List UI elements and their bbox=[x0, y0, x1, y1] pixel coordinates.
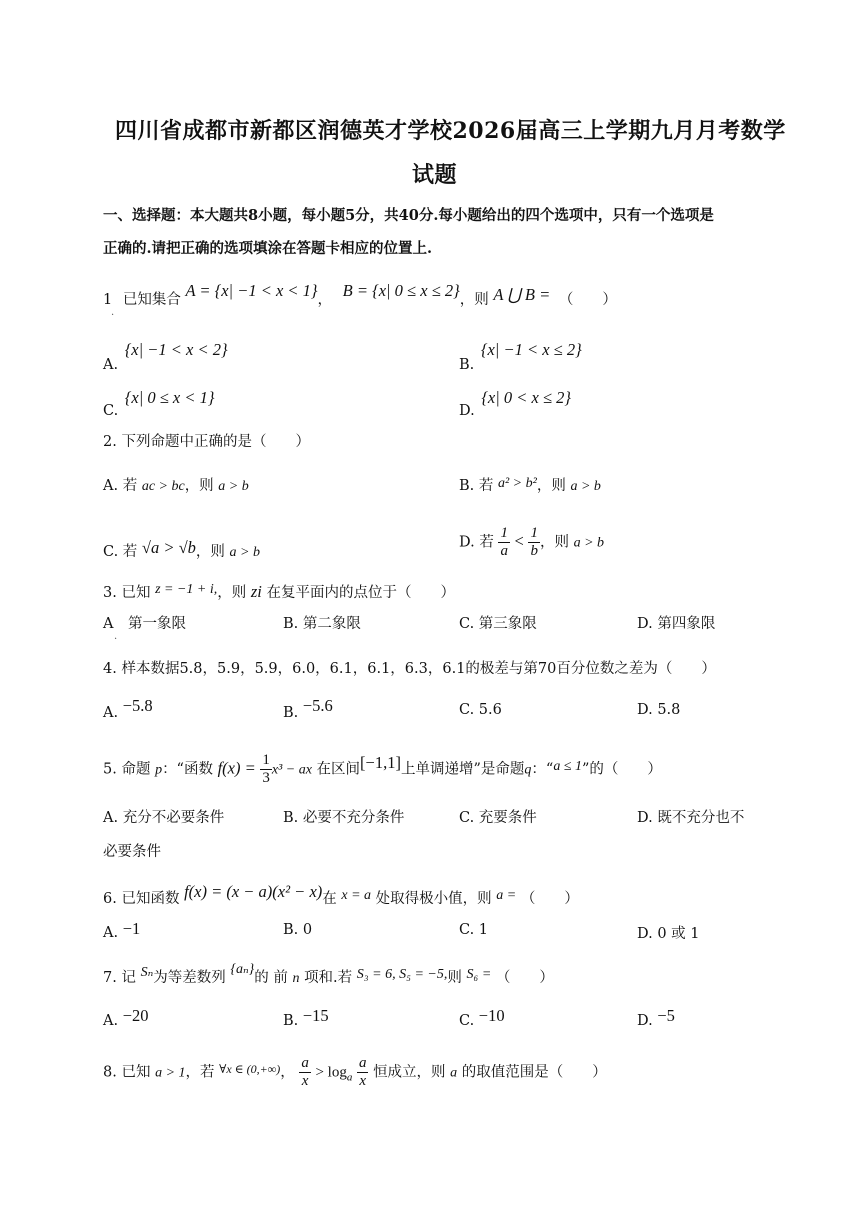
q6-option-a bbox=[103, 919, 141, 942]
q4-option-c: C. 5.6 bbox=[459, 702, 502, 718]
question-text: ：“ bbox=[531, 761, 554, 778]
condition-expr: S₃ = 6, S₅ = −5, bbox=[356, 967, 448, 982]
q1-option-c bbox=[103, 388, 215, 420]
point-expr: x = a bbox=[341, 888, 372, 903]
denominator: x bbox=[359, 1073, 367, 1089]
q3-option-a: A 第一象限 bbox=[103, 616, 186, 632]
option-expr: a² > b² bbox=[497, 476, 537, 491]
log-base: a bbox=[346, 1071, 353, 1084]
proposition-p: p bbox=[155, 762, 163, 778]
q4-option-d: D. 5.8 bbox=[637, 702, 681, 718]
option-label: C. bbox=[103, 403, 119, 419]
option-text: ，则 bbox=[536, 478, 566, 494]
question-1-stem bbox=[103, 281, 617, 309]
q6-option-d: D. 0 或 1 bbox=[637, 926, 700, 942]
function-expr: x³ − ax bbox=[271, 762, 312, 778]
option-value: −1 bbox=[122, 919, 141, 938]
condition-expr: a ≤ 1 bbox=[553, 758, 582, 774]
option-expr: √a > √b bbox=[141, 538, 196, 557]
q5-option-a: A. 充分不必要条件 bbox=[103, 810, 225, 826]
document-title-line2: 试题 bbox=[412, 162, 458, 188]
q3-option-d: D. 第四象限 bbox=[637, 616, 716, 632]
q3-option-b: B. 第二象限 bbox=[283, 616, 361, 632]
q1-option-d bbox=[459, 388, 572, 420]
question-number: 1 bbox=[103, 292, 113, 308]
question-text: ，若 bbox=[185, 1064, 215, 1081]
question-text: 为等差数列 bbox=[153, 970, 226, 986]
numerator: 1 bbox=[530, 525, 538, 541]
option-label: B. bbox=[283, 705, 299, 721]
answer-expr: S₆ = bbox=[466, 967, 492, 982]
question-text: 上单调递增”是命题 bbox=[400, 761, 525, 778]
option-label: D. 若 bbox=[459, 534, 494, 551]
question-text: 则 bbox=[447, 970, 462, 986]
fraction bbox=[260, 752, 272, 787]
option-label: B. bbox=[459, 357, 475, 373]
option-expr: {x| −1 < x ≤ 2} bbox=[480, 340, 582, 359]
complex-expr: z = −1 + i, bbox=[155, 582, 218, 597]
answer-paren: （ ） bbox=[558, 292, 617, 308]
fraction bbox=[528, 525, 540, 560]
option-label: B. 若 bbox=[459, 478, 494, 494]
denominator: a bbox=[500, 543, 508, 559]
inequality-log: > log bbox=[315, 1064, 347, 1081]
complex-expr: zi bbox=[250, 582, 262, 601]
set-a-expr: A = {x| −1 < x < 1} bbox=[185, 281, 318, 300]
question-text: 在复平面内的点位于（ ） bbox=[266, 585, 455, 601]
option-text: ，则 bbox=[539, 534, 569, 551]
question-text: ”的（ ） bbox=[582, 761, 662, 778]
question-text: ，则 bbox=[217, 585, 247, 601]
question-text: 项和.若 bbox=[304, 970, 353, 986]
option-label: C. 若 bbox=[103, 544, 138, 560]
q1-option-b bbox=[459, 340, 582, 374]
set-b-expr: B = {x| 0 ≤ x ≤ 2} bbox=[342, 281, 460, 300]
option-expr: a > b bbox=[229, 545, 260, 560]
question-4-stem: 4. 样本数据5.8，5.9，5.9，6.0，6.1，6.1，6.3，6.1的极差与第70百分位数之差为（ ） bbox=[103, 661, 716, 677]
variable-a: a bbox=[450, 1065, 458, 1081]
option-label: D. bbox=[459, 403, 475, 419]
q7-option-c bbox=[459, 1006, 505, 1030]
sum-symbol: Sₙ bbox=[140, 965, 154, 980]
q2-option-b bbox=[459, 474, 601, 495]
q5-option-d-continued: 必要条件 bbox=[103, 844, 161, 860]
sequence-expr: {aₙ} bbox=[230, 962, 255, 977]
answer-paren: （ ） bbox=[520, 891, 579, 907]
q6-option-c: C. 1 bbox=[459, 922, 489, 938]
option-label: A. bbox=[103, 925, 119, 941]
fraction bbox=[299, 1055, 311, 1090]
q3-option-c: C. 第三象限 bbox=[459, 616, 537, 632]
question-5-stem bbox=[103, 752, 662, 787]
option-text: ，则 bbox=[184, 478, 214, 494]
section-heading-line1: 一、选择题：本大题共8小题，每小题5分，共40分.每小题给出的四个选项中，只有一个选项是 bbox=[103, 207, 714, 224]
q7-option-d bbox=[637, 1006, 675, 1030]
question-text: 在 bbox=[322, 891, 337, 907]
denominator: 3 bbox=[262, 770, 270, 786]
question-text: 处取得极小值，则 bbox=[375, 891, 492, 907]
option-value: −5.8 bbox=[122, 696, 153, 715]
fraction bbox=[498, 525, 510, 560]
q4-option-a bbox=[103, 696, 153, 722]
question-text: ：“函数 bbox=[162, 761, 213, 778]
union-expr: A ⋃ B = bbox=[493, 285, 551, 304]
question-6-stem bbox=[103, 882, 579, 908]
option-label: A. bbox=[103, 705, 119, 721]
numerator: 1 bbox=[500, 525, 508, 541]
option-value: −10 bbox=[478, 1006, 505, 1025]
question-text: 的 前 bbox=[254, 970, 288, 986]
option-expr: a > b bbox=[573, 535, 605, 551]
punct: ， bbox=[280, 1064, 295, 1081]
question-text: ，则 bbox=[459, 292, 489, 308]
q2-option-d bbox=[459, 525, 604, 560]
quantifier-expr: ∀x ∈ (0,+∞) bbox=[219, 1061, 281, 1076]
numerator: 1 bbox=[262, 752, 270, 768]
question-8-stem bbox=[103, 1055, 607, 1090]
denominator: b bbox=[530, 543, 538, 559]
option-value: −5 bbox=[657, 1006, 675, 1025]
function-expr: f(x) = bbox=[217, 758, 256, 778]
option-label: B. bbox=[283, 1013, 299, 1029]
function-expr: f(x) = (x − a)(x² − x) bbox=[184, 882, 323, 901]
option-label: C. bbox=[459, 1013, 475, 1029]
question-text: 3. 已知 bbox=[103, 585, 151, 601]
option-expr: {x| 0 < x ≤ 2} bbox=[481, 388, 572, 407]
variable-n: n bbox=[292, 971, 300, 986]
q6-option-b: B. 0 bbox=[283, 922, 313, 938]
answer-paren: （ ） bbox=[495, 970, 554, 986]
option-label: A. bbox=[103, 1013, 119, 1029]
document-title-line1: 四川省成都市新都区润德英才学校2026届高三上学期九月月考数学 bbox=[115, 118, 786, 144]
question-2-stem: 2. 下列命题中正确的是（ ） bbox=[103, 434, 310, 450]
q4-option-b bbox=[283, 696, 333, 722]
option-value: −20 bbox=[122, 1006, 149, 1025]
numerator: a bbox=[358, 1055, 367, 1071]
q7-option-b bbox=[283, 1006, 329, 1030]
numerator: a bbox=[301, 1055, 309, 1071]
option-label: A. 若 bbox=[103, 478, 138, 494]
q5-option-b: B. 必要不充分条件 bbox=[283, 810, 405, 826]
less-than: < bbox=[514, 531, 524, 551]
q5-option-c: C. 充要条件 bbox=[459, 810, 537, 826]
question-text: 恒成立，则 bbox=[373, 1064, 446, 1081]
q1-option-a bbox=[103, 340, 228, 374]
option-label: A. bbox=[103, 357, 119, 373]
denominator: x bbox=[301, 1073, 309, 1089]
answer-expr: a = bbox=[496, 888, 517, 903]
question-text: 7. 记 bbox=[103, 970, 136, 986]
q5-option-d: D. 既不充分也不 bbox=[637, 810, 745, 826]
question-text: 6. 已知函数 bbox=[103, 891, 180, 907]
proposition-q: q bbox=[524, 762, 532, 778]
interval-expr: [−1,1] bbox=[360, 752, 401, 772]
fraction bbox=[357, 1055, 369, 1090]
option-expr: ac > bc bbox=[141, 479, 185, 494]
q2-option-c bbox=[103, 540, 260, 561]
question-text: 的取值范围是（ ） bbox=[461, 1064, 607, 1081]
section-heading-line2: 正确的.请把正确的选项填涂在答题卡相应的位置上. bbox=[103, 240, 433, 257]
q7-option-a bbox=[103, 1006, 149, 1030]
question-text: 在区间 bbox=[316, 761, 361, 778]
option-text: ，则 bbox=[195, 544, 225, 560]
option-label: D. bbox=[637, 1013, 653, 1029]
option-value: −15 bbox=[302, 1006, 329, 1025]
question-text: 5. 命题 bbox=[103, 761, 151, 778]
option-expr: {x| −1 < x < 2} bbox=[124, 340, 228, 359]
condition-expr: a > 1 bbox=[155, 1065, 186, 1081]
option-expr: a > b bbox=[570, 479, 601, 494]
option-value: −5.6 bbox=[302, 696, 333, 715]
punct: ， bbox=[317, 292, 333, 308]
question-3-stem bbox=[103, 581, 455, 602]
option-expr: a > b bbox=[218, 479, 249, 494]
question-text: 8. 已知 bbox=[103, 1064, 151, 1081]
question-text: 已知集合 bbox=[122, 292, 181, 308]
option-expr: {x| 0 ≤ x < 1} bbox=[124, 388, 215, 407]
question-7-stem bbox=[103, 962, 554, 987]
q2-option-a bbox=[103, 474, 249, 495]
